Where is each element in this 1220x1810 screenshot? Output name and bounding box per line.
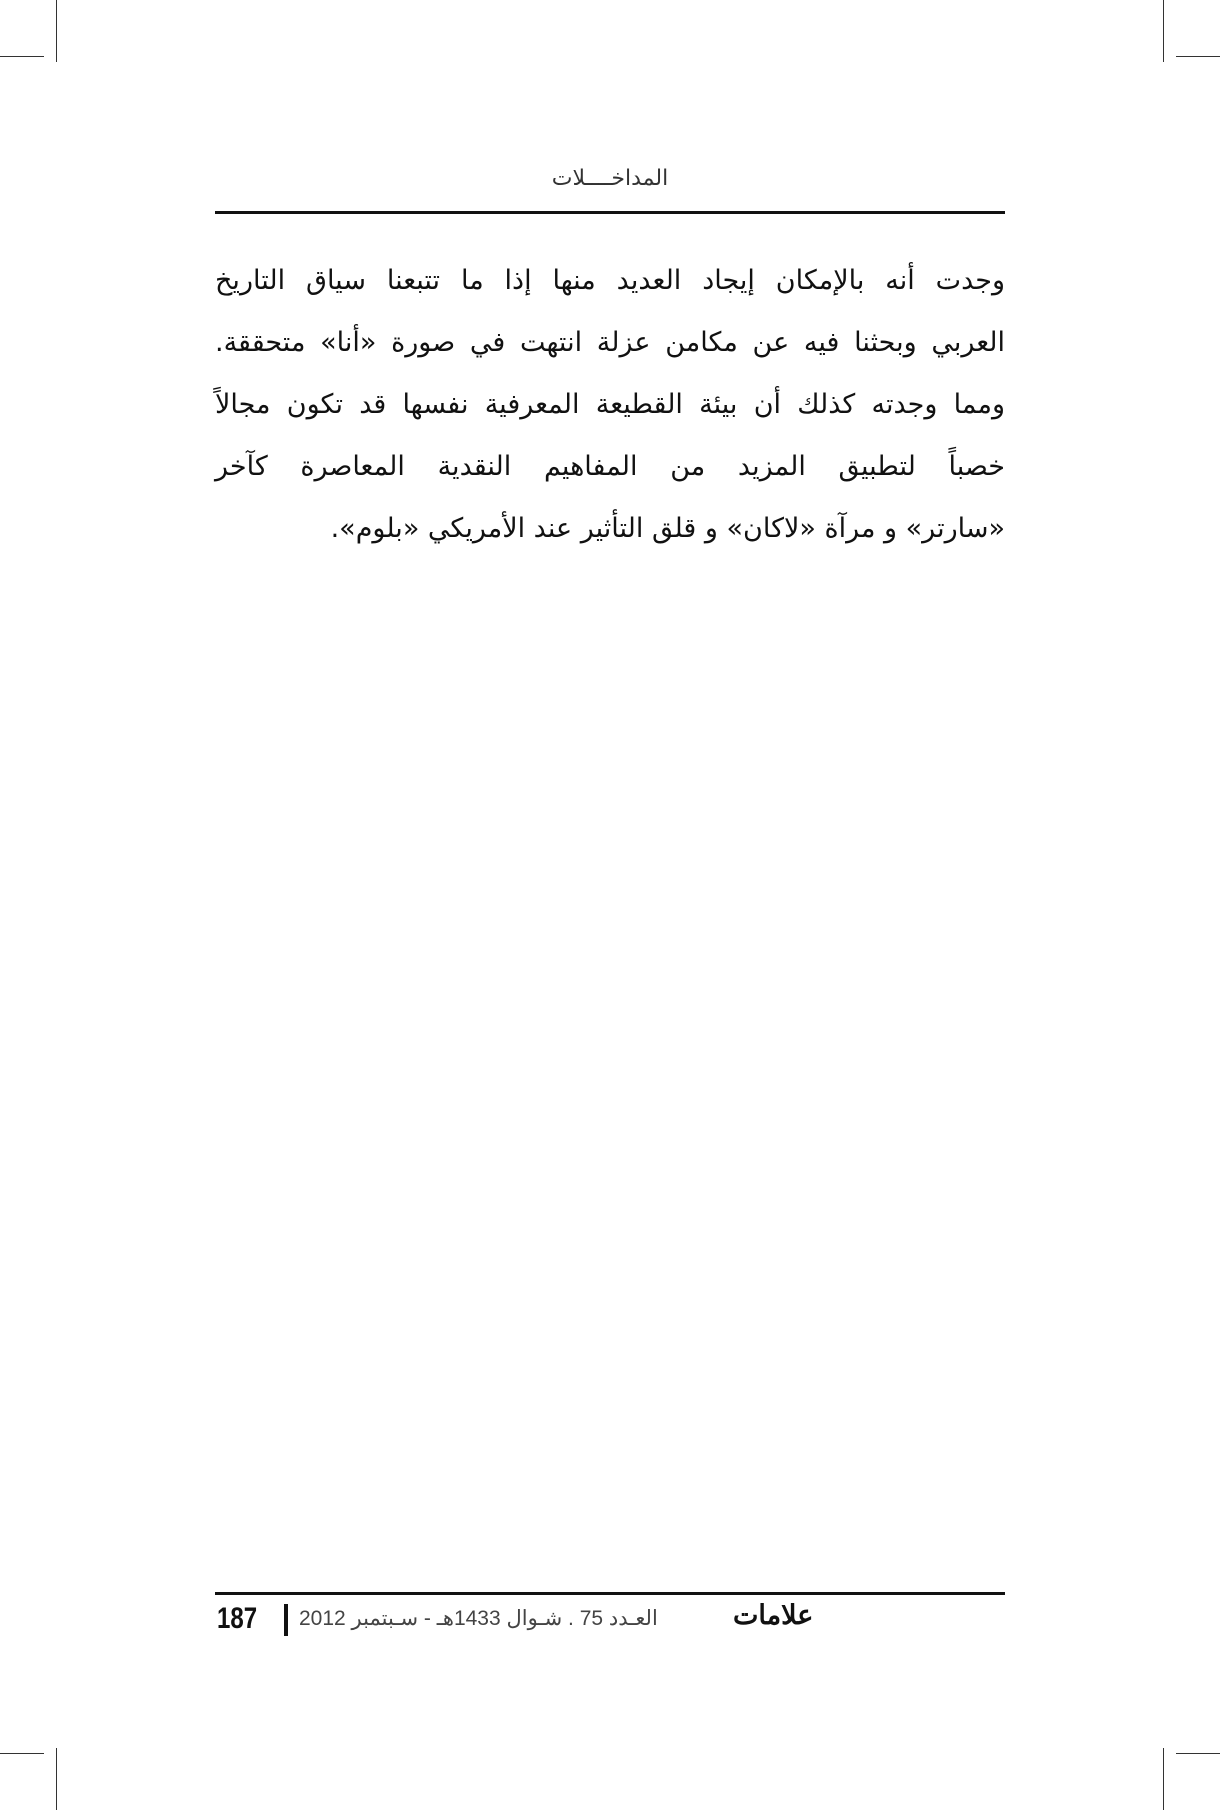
body-line-1: وجدت أنه بالإمكان إيجاد العديد منها إذا ما تتبعنا سياق التاريخ (215, 265, 1005, 296)
journal-logo: علامات (733, 1600, 814, 1631)
crop-mark-bottom-right-horizontal (1176, 1753, 1220, 1754)
crop-mark-top-right-vertical (1163, 0, 1164, 62)
page-number: 187 (217, 1602, 258, 1635)
body-line-4: خصباً لتطبيق المزيد من المفاهيم النقدية المعاصرة كآخر (215, 451, 1005, 482)
body-paragraph (215, 250, 1005, 560)
body-line-3: ومما وجدته كذلك أن بيئة القطيعة المعرفية نفسها قد تكون مجالاً (215, 389, 1005, 420)
crop-mark-top-left-vertical (56, 0, 57, 62)
body-line-5: «سارتر» و مرآة «لاكان» و قلق التأثير عند الأمريكي «بلوم». (330, 513, 1005, 544)
crop-mark-bottom-right-vertical (1163, 1748, 1164, 1810)
footer-separator-bar (284, 1604, 288, 1636)
body-line-2: العربي وبحثنا فيه عن مكامن عزلة انتهت في صورة «أنا» متحققة. (215, 327, 1005, 358)
header-rule (215, 211, 1005, 214)
footer-rule (215, 1592, 1005, 1595)
running-header: المداخــــلات (551, 166, 669, 191)
crop-mark-top-right-horizontal (1176, 56, 1220, 57)
crop-mark-bottom-left-vertical (56, 1748, 57, 1810)
crop-mark-bottom-left-horizontal (0, 1753, 44, 1754)
crop-mark-top-left-horizontal (0, 56, 44, 57)
issue-info: العـدد 75 . شـوال 1433هـ - سـبتمبر 2012 (299, 1607, 658, 1630)
page-footer (215, 1602, 1005, 1642)
